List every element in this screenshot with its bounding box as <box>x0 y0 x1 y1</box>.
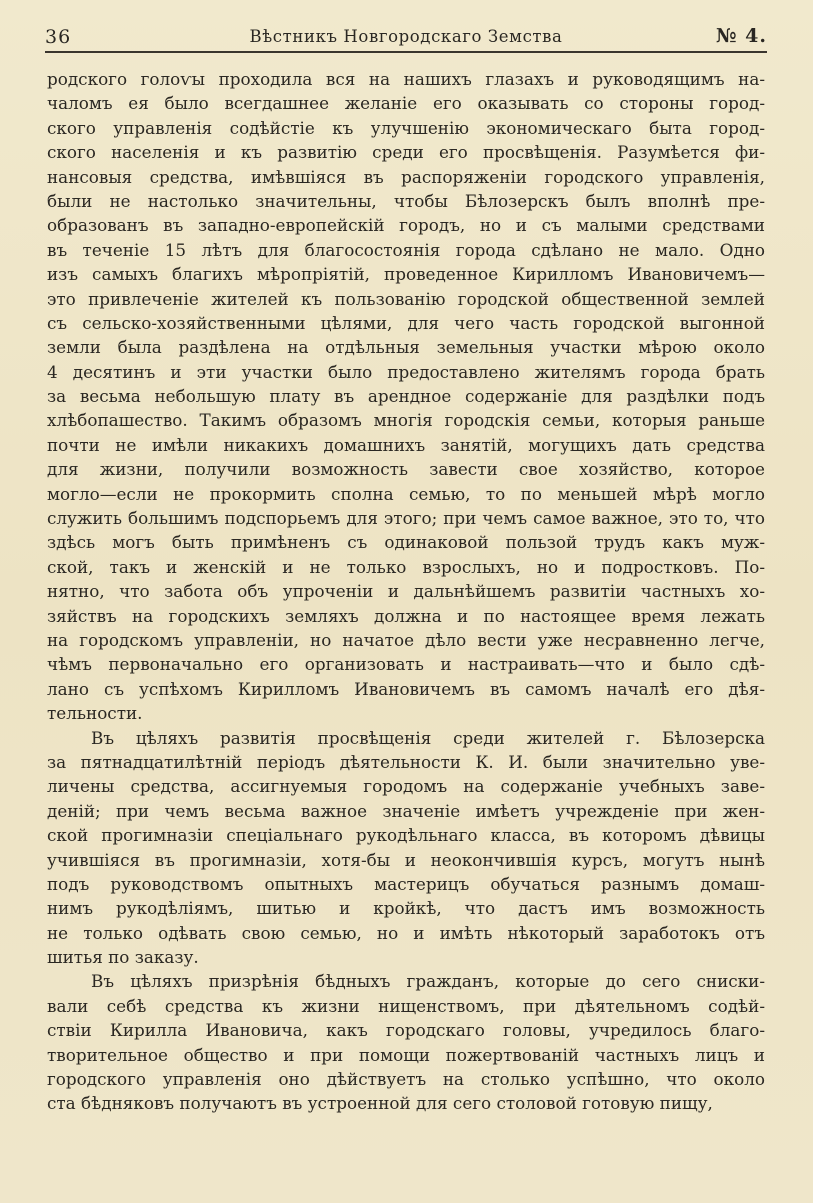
text-line: это привлеченiе жителей къ пользованiю городской общественной землей <box>47 288 765 309</box>
text-line: лано съ успѣхомъ Кирилломъ Ивановичемъ въ самомъ началѣ его дѣя- <box>47 678 765 699</box>
issue-number: № 4. <box>715 25 767 47</box>
text-line: Въ цѣляхъ развитiя просвѣщенiя среди жителей г. Бѣлозерска <box>91 727 765 748</box>
text-line: нансовыя средства, имѣвшiяся въ распоряженiи городского управленiя, <box>47 166 765 187</box>
text-line: не только одѣвать свою семью, но и имѣть нѣкоторый заработокъ отъ <box>47 922 765 943</box>
text-line: земли была раздѣлена на отдѣльныя земельныя участки мѣрою около <box>47 337 765 358</box>
text-line: зяйствъ на городскихъ земляхъ должна и по настоящее время лежать <box>47 605 765 626</box>
text-line: шитья по заказу. <box>47 947 199 968</box>
text-line: родского голоѵы проходила вся на нашихъ глазахъ и руководящимъ на- <box>47 69 765 89</box>
text-line: служить большимъ подспорьемъ для этого; при чемъ самое важное, это то, что <box>47 508 765 529</box>
text-line: за пятнадцатилѣтнiй перiодъ дѣятельности К. И. были значительно уве- <box>47 751 765 772</box>
text-line: для жизни, получили возможность завести свое хозяйство, которое <box>47 459 765 480</box>
text-line: ского населенiя и къ развитiю среди его просвѣщенiя. Разумѣется фи- <box>47 142 765 163</box>
text-line: могло—если не прокормить сполна семью, то по меньшей мѣрѣ могло <box>47 483 765 504</box>
text-line: личены средства, ассигнуемыя городомъ на содержанiе учебныхъ заве- <box>47 776 765 797</box>
text-line: были не настолько значительны, чтобы Бѣлозерскъ былъ вполнѣ пре- <box>47 190 765 211</box>
text-line: почти не имѣли никакихъ домашнихъ занятiй, могущихъ дать средства <box>47 434 765 455</box>
text-line: ствiи Кирилла Ивановича, какъ городскаго головы, учредилось благо- <box>47 1020 765 1041</box>
page-number: 36 <box>45 26 72 48</box>
text-line: въ теченiе 15 лѣтъ для благосостоянiя города сдѣлано не мало. Одно <box>47 239 765 260</box>
text-line: здѣсь могъ быть примѣненъ съ одинаковой пользой трудъ какъ муж- <box>47 532 765 553</box>
paragraph <box>47 969 765 1115</box>
text-line: тельности. <box>47 703 143 724</box>
journal-title: Вѣстникъ Новгородскаго Земства <box>249 27 563 46</box>
header-rule <box>45 51 767 53</box>
text-line: городского управленiя оно дѣйствуетъ на столько успѣшно, что около <box>47 1069 765 1090</box>
text-line: ского управленiя содѣйстiе къ улучшенiю экономическаго быта город- <box>47 117 765 138</box>
text-line: 4 десятинъ и эти участки было предоставлено жителямъ города брать <box>47 361 765 382</box>
text-line: учившiяся въ прогимназiи, хотя-бы и неокончившiя курсъ, могутъ нынѣ <box>47 849 765 870</box>
paragraph <box>47 67 765 726</box>
text-line: нятно, что забота объ упроченiи и дальнѣйшемъ развитiи частныхъ хо- <box>47 581 765 602</box>
text-line: ской, такъ и женскiй и не только взрослыхъ, но и подростковъ. По- <box>47 556 765 577</box>
text-line: хлѣбопашество. Такимъ образомъ многiя городскiя семьи, которыя раньше <box>47 410 765 431</box>
text-line: чѣмъ первоначально его организовать и настраивать—что и было сдѣ- <box>47 654 765 675</box>
text-line: за весьма небольшую плату въ арендное содержанiе для раздѣлки подъ <box>47 386 765 407</box>
text-line: ской прогимназiи спецiальнаго рукодѣльнаго класса, въ которомъ дѣвицы <box>47 825 765 846</box>
page-header <box>45 20 767 54</box>
text-line: образованъ въ западно-европейскiй городъ, но и съ малыми средствами <box>47 215 765 236</box>
text-line: чаломъ ея было всегдашнее желанiе его оказывать со стороны город- <box>47 93 765 114</box>
text-line: творительное общество и при помощи пожертвованiй частныхъ лицъ и <box>47 1044 765 1065</box>
text-line: подъ руководствомъ опытныхъ мастерицъ обучаться разнымъ домаш- <box>47 873 765 894</box>
text-line: изъ самыхъ благихъ мѣропрiятiй, проведенное Кирилломъ Ивановичемъ— <box>47 264 765 285</box>
text-line: нимъ рукодѣлiямъ, шитью и кройкѣ, что дастъ имъ возможность <box>47 898 765 919</box>
text-line: Въ цѣляхъ призрѣнiя бѣдныхъ гражданъ, которые до сего сниски- <box>91 971 765 992</box>
text-line: на городскомъ управленiи, но начатое дѣло вести уже несравненно легче, <box>47 629 765 650</box>
text-line: ста бѣдняковъ получаютъ въ устроенной для сего столовой готовую пищу, <box>47 1093 713 1114</box>
text-line: денiй; при чемъ весьма важное значенiе имѣетъ учрежденiе при жен- <box>47 800 765 821</box>
body-text <box>47 67 765 1116</box>
text-line: вали себѣ средства къ жизни нищенствомъ, при дѣятельномъ содѣй- <box>47 995 765 1016</box>
paragraph <box>47 726 765 970</box>
text-line: съ сельско-хозяйственными цѣлями, для чего часть городской выгонной <box>47 312 765 333</box>
